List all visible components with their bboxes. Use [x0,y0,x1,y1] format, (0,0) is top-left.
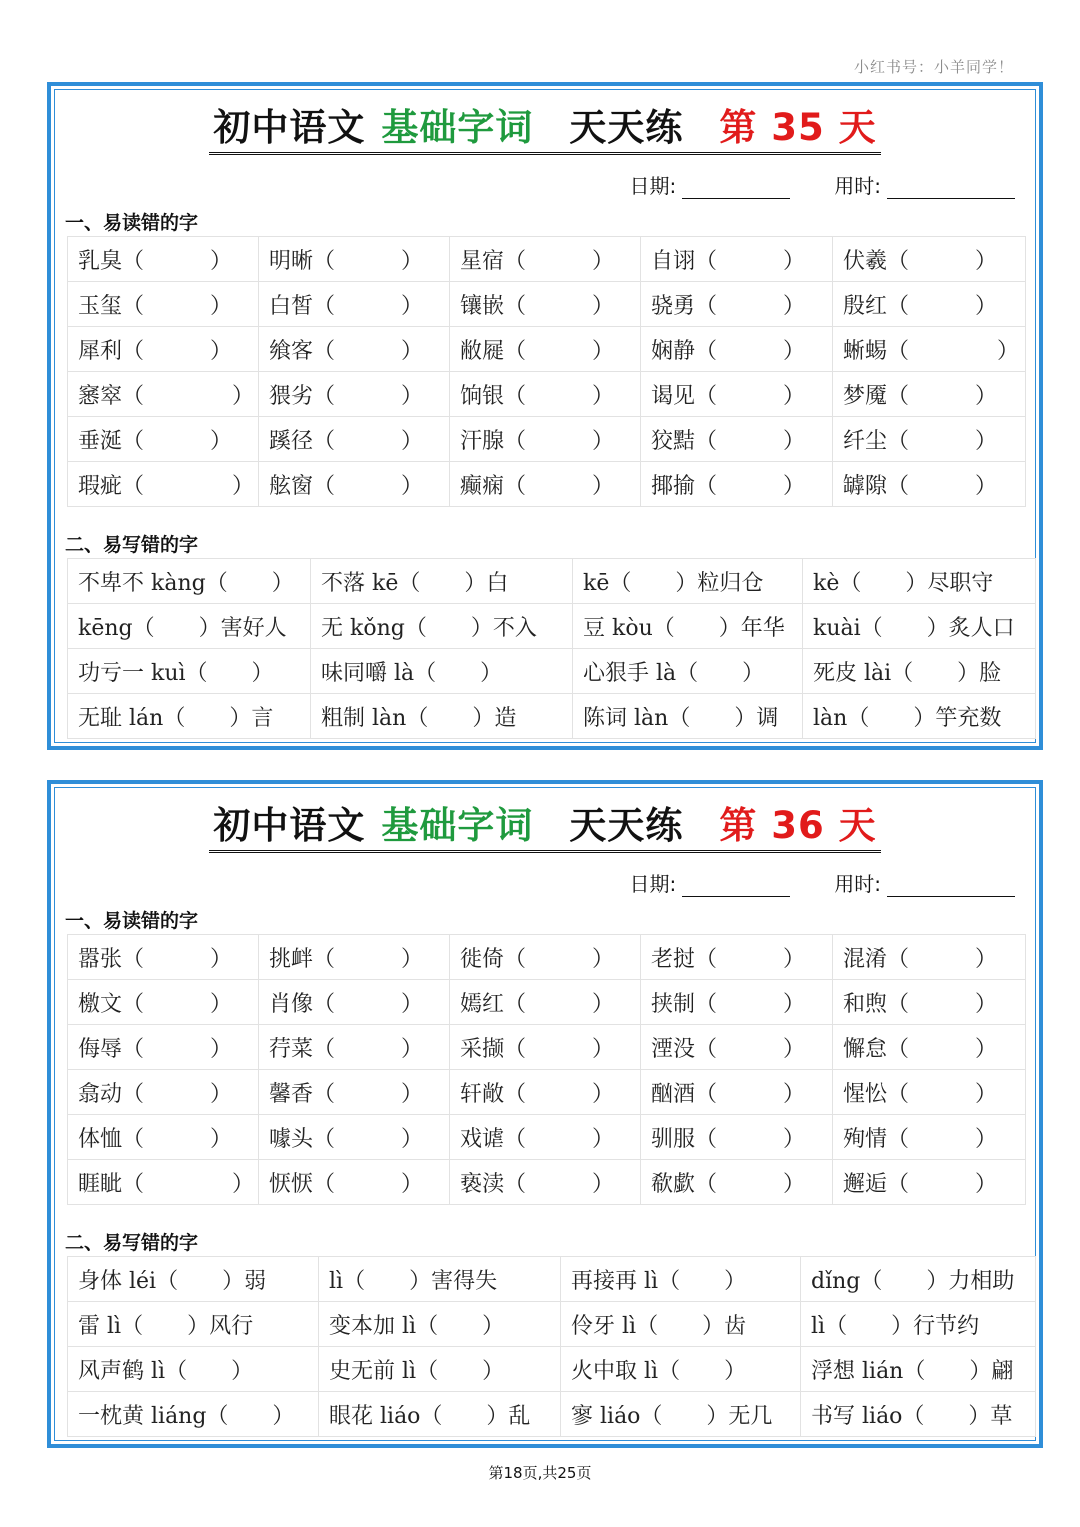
exercise-cell[interactable]: 不落 kē（ ）白 [311,559,573,604]
exercise-cell[interactable]: 骁勇（ ） [641,282,833,327]
table-row [68,462,1026,507]
exercise-cell[interactable]: 殉情（ ） [833,1115,1026,1160]
exercise-cell[interactable]: 镶嵌（ ） [450,282,641,327]
exercise-cell[interactable]: 功亏一 kuì（ ） [68,649,311,694]
table-row [68,1392,1036,1437]
worksheet-title [209,804,880,853]
exercise-cell[interactable]: 罅隙（ ） [833,462,1026,507]
exercise-cell[interactable]: 蜥蜴（ ） [833,327,1026,372]
exercise-cell[interactable]: 伏羲（ ） [833,237,1026,282]
exercise-cell[interactable]: 梦魇（ ） [833,372,1026,417]
exercise-cell[interactable]: kè（ ）尽职守 [803,559,1036,604]
exercise-cell[interactable]: 馨香（ ） [259,1070,450,1115]
exercise-cell[interactable]: 变本加 lì（ ） [319,1302,561,1347]
table-row [68,980,1026,1025]
miswrite-rows [68,559,1036,739]
date-label: 日期: [629,872,677,896]
table-row [68,935,1026,980]
exercise-cell[interactable]: 玉玺（ ） [68,282,259,327]
table-row [68,327,1026,372]
exercise-cell[interactable]: 火中取 lì（ ） [561,1347,801,1392]
exercise-cell[interactable]: 风声鹤 lì（ ） [68,1347,319,1392]
table-row [68,559,1036,604]
table-row [68,1257,1036,1302]
worksheet-title [209,106,880,155]
date-blank[interactable] [682,876,790,897]
exercise-cell[interactable]: kē（ ）粒归仓 [573,559,803,604]
exercise-cell[interactable]: 恹恹（ ） [259,1160,450,1205]
exercise-cell[interactable]: 翕动（ ） [68,1070,259,1115]
table-row [68,237,1026,282]
miswrite-table [67,1256,1036,1437]
exercise-cell[interactable]: 亵渎（ ） [450,1160,641,1205]
table-row [68,282,1026,327]
section-easy-misread: 一、易读错的字 [65,212,199,234]
exercise-cell[interactable]: 飨客（ ） [259,327,450,372]
exercise-cell[interactable]: 噱头（ ） [259,1115,450,1160]
time-blank[interactable] [887,178,1015,199]
worksheet-card-inner [54,787,1036,1441]
table-row [68,649,1036,694]
exercise-cell[interactable]: 粗制 làn（ ）造 [311,694,573,739]
exercise-cell[interactable]: 懈怠（ ） [833,1025,1026,1070]
misread-table [67,236,1026,507]
exercise-cell[interactable]: 酗酒（ ） [641,1070,833,1115]
exercise-cell[interactable]: 饷银（ ） [450,372,641,417]
exercise-cell[interactable]: 明晰（ ） [259,237,450,282]
table-row [68,1347,1036,1392]
worksheet-card-day-36 [47,780,1043,1448]
exercise-cell[interactable]: 陈词 làn（ ）调 [573,694,803,739]
exercise-cell[interactable]: 窸窣（ ） [68,372,259,417]
exercise-cell[interactable]: dǐng（ ）力相助 [801,1257,1036,1302]
exercise-cell[interactable]: 浮想 lián（ ）翩 [801,1347,1036,1392]
title-practice: 天天练 [569,804,684,847]
exercise-cell[interactable]: 瑕疵（ ） [68,462,259,507]
exercise-cell[interactable]: 殷红（ ） [833,282,1026,327]
exercise-cell[interactable]: 挑衅（ ） [259,935,450,980]
exercise-cell[interactable]: 味同嚼 là（ ） [311,649,573,694]
title-topic: 基础字词 [381,106,534,149]
exercise-cell[interactable]: 心狠手 là（ ） [573,649,803,694]
title-subject: 初中语文 [213,106,366,149]
exercise-cell[interactable]: 白皙（ ） [259,282,450,327]
exercise-cell[interactable]: 老挝（ ） [641,935,833,980]
time-label: 用时: [834,174,881,198]
exercise-cell[interactable]: 不卑不 kàng（ ） [68,559,311,604]
title-day: 第 35 天 [719,106,877,149]
misread-rows [68,237,1026,507]
exercise-cell[interactable]: 采撷（ ） [450,1025,641,1070]
exercise-cell[interactable]: 侮辱（ ） [68,1025,259,1070]
title-row [55,804,1035,853]
section-easy-misread: 一、易读错的字 [65,910,199,932]
exercise-cell[interactable]: 戏谑（ ） [450,1115,641,1160]
title-subject: 初中语文 [213,804,366,847]
exercise-cell[interactable]: 犀利（ ） [68,327,259,372]
date-blank[interactable] [682,178,790,199]
misread-rows [68,935,1026,1205]
exercise-cell[interactable]: làn（ ）竽充数 [803,694,1036,739]
exercise-cell[interactable]: 檄文（ ） [68,980,259,1025]
table-row [68,372,1026,417]
exercise-cell[interactable]: 肖像（ ） [259,980,450,1025]
date-label: 日期: [629,174,677,198]
exercise-cell[interactable]: 无耻 lán（ ）言 [68,694,311,739]
exercise-cell[interactable]: 癫痫（ ） [450,462,641,507]
exercise-cell[interactable]: 舷窗（ ） [259,462,450,507]
exercise-cell[interactable]: 嫣红（ ） [450,980,641,1025]
exercise-cell[interactable]: 欷歔（ ） [641,1160,833,1205]
exercise-cell[interactable]: 寥 liáo（ ）无几 [561,1392,801,1437]
exercise-cell[interactable]: 惺忪（ ） [833,1070,1026,1115]
meta-row [630,170,1016,199]
watermark-text: 小红书号：小羊同学！ [853,58,1014,76]
exercise-cell[interactable]: 无 kǒng（ ）不入 [311,604,573,649]
table-row [68,1160,1026,1205]
exercise-cell[interactable]: 身体 léi（ ）弱 [68,1257,319,1302]
exercise-cell[interactable]: 徙倚（ ） [450,935,641,980]
exercise-cell[interactable]: kuài（ ）炙人口 [803,604,1036,649]
exercise-cell[interactable]: kēng（ ）害好人 [68,604,311,649]
exercise-cell[interactable]: 谒见（ ） [641,372,833,417]
exercise-cell[interactable]: 伶牙 lì（ ）齿 [561,1302,801,1347]
exercise-cell[interactable]: 驯服（ ） [641,1115,833,1160]
exercise-cell[interactable]: 揶揄（ ） [641,462,833,507]
exercise-cell[interactable]: 书写 liáo（ ）草 [801,1392,1036,1437]
exercise-cell[interactable]: 和煦（ ） [833,980,1026,1025]
exercise-cell[interactable]: 一枕黄 liáng（ ） [68,1392,319,1437]
exercise-cell[interactable]: 自诩（ ） [641,237,833,282]
exercise-cell[interactable]: 垂涎（ ） [68,417,259,462]
exercise-cell[interactable]: 眼花 liáo（ ）乱 [319,1392,561,1437]
exercise-cell[interactable]: lì（ ）害得失 [319,1257,561,1302]
exercise-cell[interactable]: 星宿（ ） [450,237,641,282]
exercise-cell[interactable]: 纤尘（ ） [833,417,1026,462]
section-easy-miswrite: 二、易写错的字 [65,534,199,556]
exercise-cell[interactable]: 豆 kòu（ ）年华 [573,604,803,649]
exercise-cell[interactable]: 蹊径（ ） [259,417,450,462]
exercise-cell[interactable]: 睚眦（ ） [68,1160,259,1205]
exercise-cell[interactable]: 嚣张（ ） [68,935,259,980]
title-topic: 基础字词 [381,804,534,847]
exercise-cell[interactable]: 雷 lì（ ）风行 [68,1302,319,1347]
time-label: 用时: [834,872,881,896]
exercise-cell[interactable]: 敝屣（ ） [450,327,641,372]
table-row [68,604,1036,649]
exercise-cell[interactable]: 挟制（ ） [641,980,833,1025]
worksheet-card-day-35 [47,82,1043,750]
exercise-cell[interactable]: 湮没（ ） [641,1025,833,1070]
misread-table [67,934,1026,1205]
exercise-cell[interactable]: 混淆（ ） [833,935,1026,980]
exercise-cell[interactable]: 狡黠（ ） [641,417,833,462]
exercise-cell[interactable]: 猥劣（ ） [259,372,450,417]
table-row [68,1302,1036,1347]
exercise-cell[interactable]: 再接再 lì（ ） [561,1257,801,1302]
exercise-cell[interactable]: 史无前 lì（ ） [319,1347,561,1392]
time-blank[interactable] [887,876,1015,897]
exercise-cell[interactable]: 轩敞（ ） [450,1070,641,1115]
table-row [68,1115,1026,1160]
worksheet-card-inner [54,89,1036,743]
title-day: 第 36 天 [719,804,877,847]
title-row [55,106,1035,155]
section-easy-miswrite: 二、易写错的字 [65,1232,199,1254]
exercise-cell[interactable]: 荇菜（ ） [259,1025,450,1070]
table-row [68,694,1036,739]
page-number: 第18页,共25页 [488,1464,592,1482]
exercise-cell[interactable]: 乳臭（ ） [68,237,259,282]
exercise-cell[interactable]: lì（ ）行节约 [801,1302,1036,1347]
title-practice: 天天练 [569,106,684,149]
exercise-cell[interactable]: 娴静（ ） [641,327,833,372]
exercise-cell[interactable]: 汗腺（ ） [450,417,641,462]
exercise-cell[interactable]: 体恤（ ） [68,1115,259,1160]
meta-row [630,868,1016,897]
table-row [68,417,1026,462]
exercise-cell[interactable]: 邂逅（ ） [833,1160,1026,1205]
table-row [68,1070,1026,1115]
miswrite-rows [68,1257,1036,1437]
miswrite-table [67,558,1036,739]
exercise-cell[interactable]: 死皮 lài（ ）脸 [803,649,1036,694]
table-row [68,1025,1026,1070]
